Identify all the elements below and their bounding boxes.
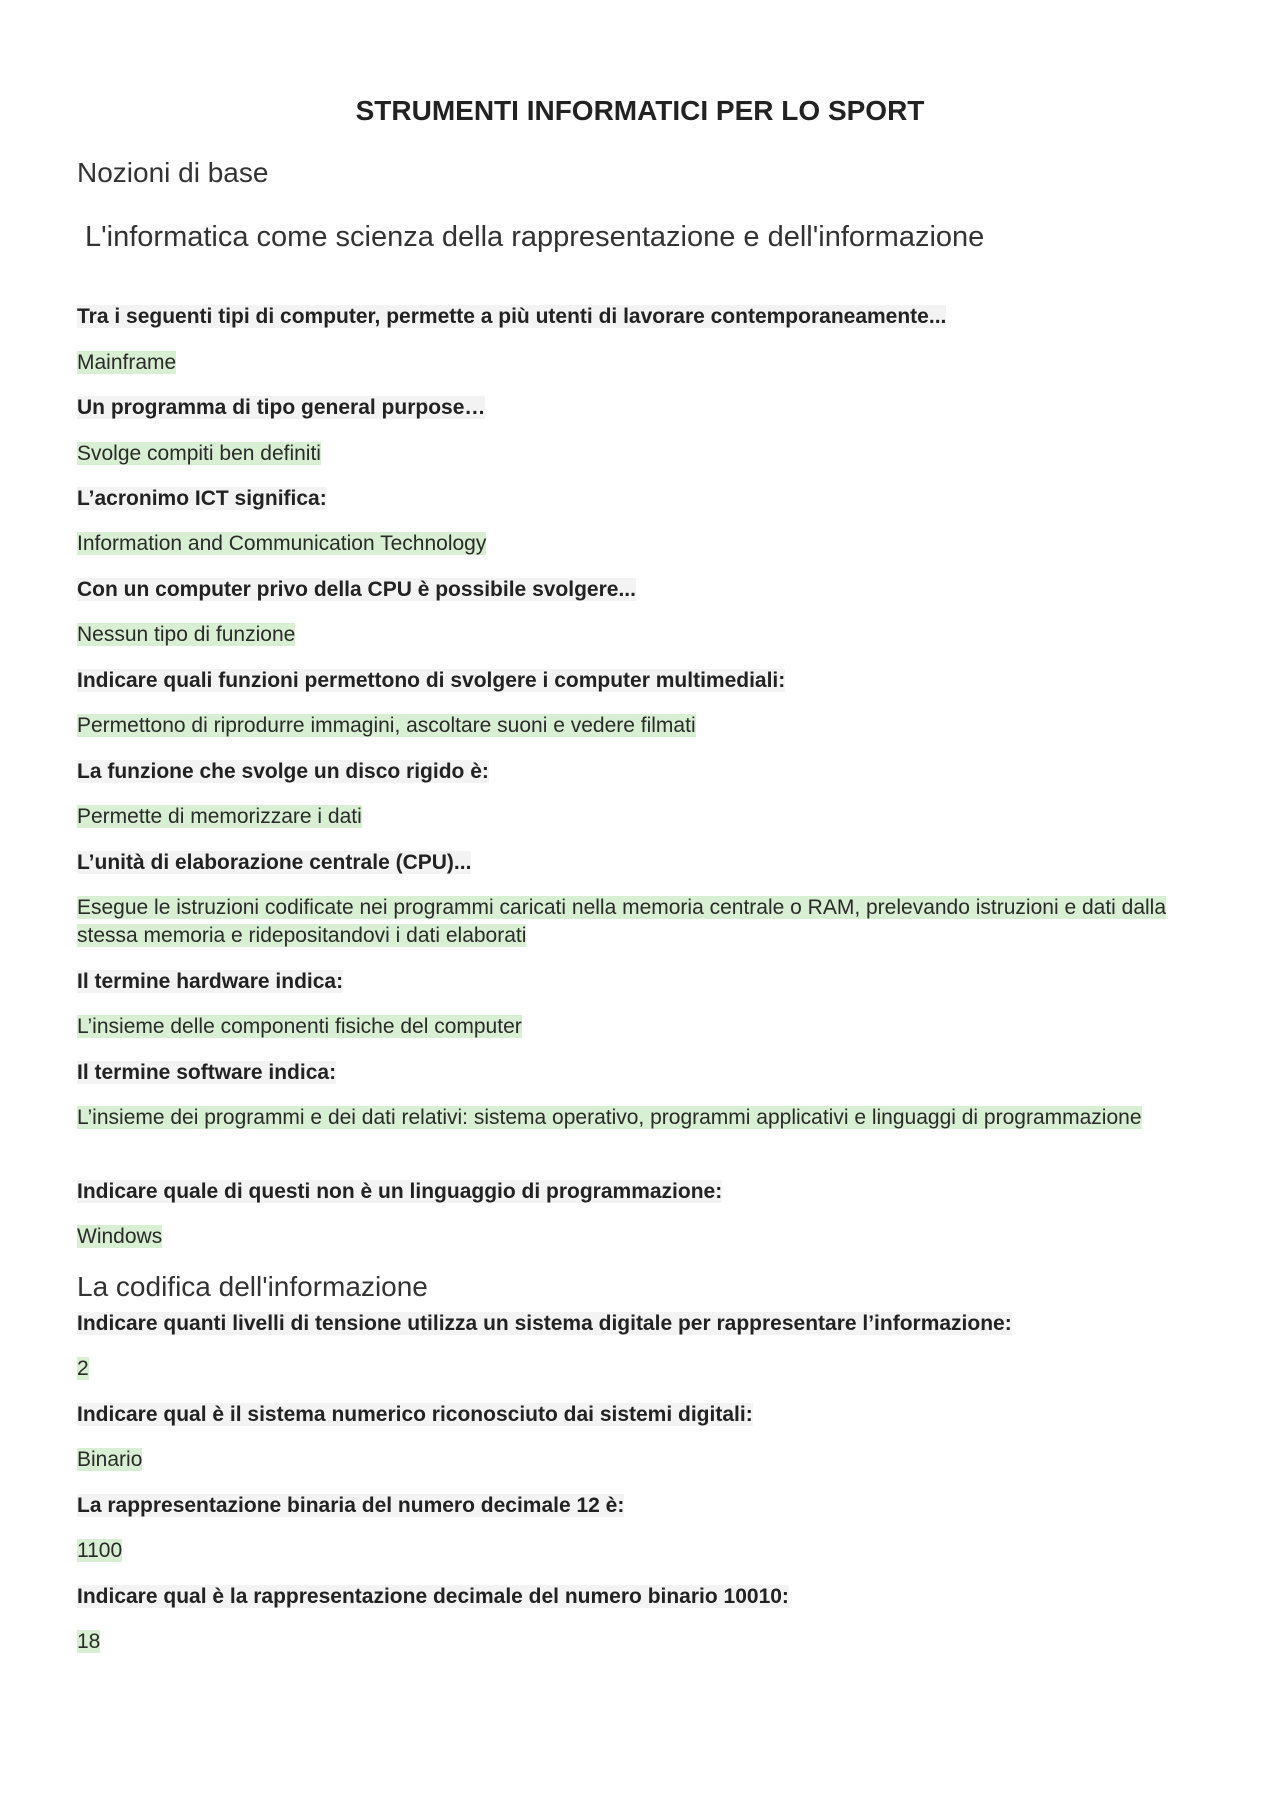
answer-text: 2 — [77, 1357, 89, 1380]
question — [77, 484, 1207, 514]
question — [77, 1177, 1207, 1207]
question — [77, 757, 1207, 787]
question-text: Il termine hardware indica: — [77, 970, 344, 993]
question-text: L’acronimo ICT significa: — [77, 487, 327, 510]
answer-text: 18 — [77, 1630, 101, 1653]
answer — [77, 1104, 1207, 1132]
subsection-heading-informatica: L'informatica come scienza della rappresentazione e dell'informazione — [85, 221, 985, 253]
answer-text: Permettono di riprodurre immagini, ascoltare suoni e vedere filmati — [77, 714, 696, 737]
question — [77, 393, 1207, 423]
question — [77, 575, 1207, 605]
answer-text: Nessun tipo di funzione — [77, 623, 296, 646]
section-heading-codifica: La codifica dell'informazione — [77, 1271, 428, 1302]
question-text: La funzione che svolge un disco rigido è: — [77, 760, 489, 783]
question-text: Il termine software indica: — [77, 1061, 337, 1084]
answer-text: 1100 — [77, 1539, 123, 1562]
question-text: Indicare qual è il sistema numerico riconosciuto dai sistemi digitali: — [77, 1403, 753, 1426]
question — [77, 1309, 1207, 1339]
question-text: Indicare qual è la rappresentazione decimale del numero binario 10010: — [77, 1585, 789, 1608]
question — [77, 1400, 1207, 1430]
answer-text: Mainframe — [77, 351, 177, 374]
answer — [77, 712, 1207, 740]
question-text: L’unità di elaborazione centrale (CPU)... — [77, 851, 472, 874]
question-text: Un programma di tipo general purpose… — [77, 396, 486, 419]
answer-text: Information and Communication Technology — [77, 532, 487, 555]
document-title: STRUMENTI INFORMATICI PER LO SPORT — [355, 95, 925, 126]
answer-text: Binario — [77, 1448, 143, 1471]
question-text: Con un computer privo della CPU è possibile svolgere... — [77, 578, 636, 601]
answer — [77, 894, 1207, 950]
answer — [77, 1628, 1207, 1656]
answer — [77, 1355, 1207, 1383]
question — [77, 1058, 1207, 1088]
answer — [77, 349, 1207, 377]
question-text: Indicare quanti livelli di tensione utilizza un sistema digitale per rappresentare l’informazione: — [77, 1312, 1012, 1335]
answer-text: Esegue le istruzioni codificate nei programmi caricati nella memoria centrale o RAM, prelevando istruzioni e dati dalla stessa memoria e ridepositandovi i dati elaborati — [77, 896, 1167, 947]
answer — [77, 621, 1207, 649]
answer-text: L’insieme delle componenti fisiche del computer — [77, 1015, 522, 1038]
answer — [77, 1446, 1207, 1474]
answer — [77, 803, 1207, 831]
question — [77, 967, 1207, 997]
question-text: Tra i seguenti tipi di computer, permette a più utenti di lavorare contemporaneamente... — [77, 305, 947, 328]
section-heading-nozioni: Nozioni di base — [77, 157, 269, 188]
question — [77, 302, 1207, 332]
answer — [77, 440, 1207, 468]
question — [77, 1582, 1207, 1612]
question-text: Indicare quale di questi non è un linguaggio di programmazione: — [77, 1180, 723, 1203]
answer — [77, 1013, 1207, 1041]
question-text: La rappresentazione binaria del numero decimale 12 è: — [77, 1494, 625, 1517]
answer-text: Svolge compiti ben definiti — [77, 442, 321, 465]
question — [77, 848, 1207, 878]
answer-text: Permette di memorizzare i dati — [77, 805, 362, 828]
answer — [77, 1537, 1207, 1565]
answer — [77, 1223, 1207, 1251]
answer — [77, 530, 1207, 558]
question-text: Indicare quali funzioni permettono di svolgere i computer multimediali: — [77, 669, 786, 692]
answer-text: Windows — [77, 1225, 163, 1248]
question — [77, 666, 1207, 696]
question — [77, 1491, 1207, 1521]
answer-text: L’insieme dei programmi e dei dati relativi: sistema operativo, programmi applicativi e linguaggi di programmazione — [77, 1106, 1142, 1129]
